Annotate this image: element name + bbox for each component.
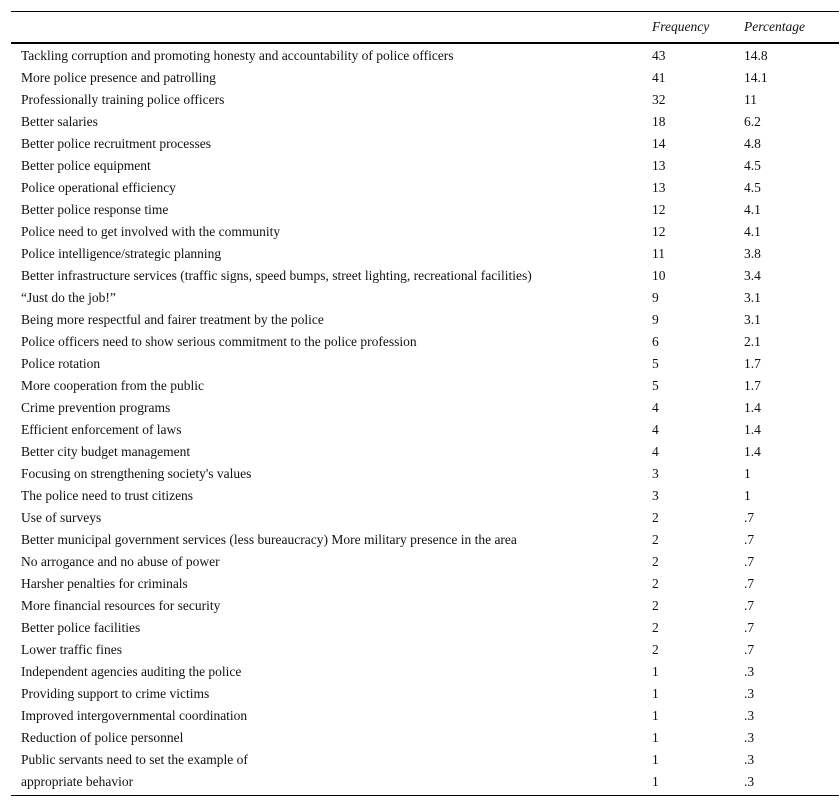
row-percentage: 4.5 (744, 180, 761, 195)
table-row (11, 463, 839, 485)
row-percentage: 4.8 (744, 136, 761, 151)
table-row (11, 573, 839, 595)
row-percentage: 4.1 (744, 224, 761, 239)
row-label: Focusing on strengthening society's values (21, 466, 252, 481)
row-percentage: .7 (744, 598, 755, 613)
row-frequency: 14 (652, 136, 666, 151)
row-percentage: .7 (744, 510, 755, 525)
row-frequency: 1 (652, 752, 659, 767)
table-row (11, 199, 839, 221)
header-label-column (11, 12, 652, 44)
row-percentage: 3.1 (744, 290, 761, 305)
row-percentage: 4.5 (744, 158, 761, 173)
row-frequency: 18 (652, 114, 666, 129)
row-label: appropriate behavior (21, 774, 134, 789)
row-label: Better police recruitment processes (21, 136, 212, 151)
row-frequency: 1 (652, 730, 659, 745)
row-percentage: .3 (744, 774, 755, 789)
row-frequency: 13 (652, 180, 666, 195)
table-row (11, 43, 839, 67)
row-percentage: .7 (744, 576, 755, 591)
row-label: Police officers need to show serious commitment to the police profession (21, 334, 417, 349)
table-row (11, 617, 839, 639)
row-percentage: 3.1 (744, 312, 761, 327)
row-percentage: 3.4 (744, 268, 761, 283)
row-label: Better police facilities (21, 620, 141, 635)
header-percentage: Percentage (744, 19, 805, 34)
row-frequency: 4 (652, 422, 659, 437)
row-frequency: 2 (652, 598, 659, 613)
table-row (11, 507, 839, 529)
row-label: Providing support to crime victims (21, 686, 210, 701)
row-frequency: 2 (652, 576, 659, 591)
table-row (11, 287, 839, 309)
table-row (11, 771, 839, 796)
row-percentage: .3 (744, 664, 755, 679)
row-label: The police need to trust citizens (21, 488, 194, 503)
row-label: More cooperation from the public (21, 378, 204, 393)
row-label: Efficient enforcement of laws (21, 422, 182, 437)
row-percentage: .3 (744, 730, 755, 745)
row-label: Harsher penalties for criminals (21, 576, 188, 591)
row-frequency: 43 (652, 48, 666, 63)
table-row (11, 727, 839, 749)
row-frequency: 12 (652, 224, 666, 239)
row-label: Improved intergovernmental coordination (21, 708, 248, 723)
row-frequency: 2 (652, 510, 659, 525)
row-percentage: .7 (744, 554, 755, 569)
row-frequency: 11 (652, 246, 665, 261)
row-label: Use of surveys (21, 510, 102, 525)
row-percentage: 2.1 (744, 334, 761, 349)
row-percentage: .3 (744, 752, 755, 767)
table-row (11, 177, 839, 199)
table-row (11, 639, 839, 661)
row-percentage: 11 (744, 92, 757, 107)
row-frequency: 3 (652, 488, 659, 503)
table-row (11, 485, 839, 507)
row-percentage: .7 (744, 620, 755, 635)
row-label: Police operational efficiency (21, 180, 176, 195)
row-percentage: .3 (744, 686, 755, 701)
table-row (11, 397, 839, 419)
table-row (11, 265, 839, 287)
row-frequency: 2 (652, 620, 659, 635)
table-row (11, 705, 839, 727)
row-frequency: 9 (652, 290, 659, 305)
row-frequency: 9 (652, 312, 659, 327)
header-row (11, 12, 839, 44)
row-percentage: 1 (744, 466, 751, 481)
row-label: Better infrastructure services (traffic signs, speed bumps, street lighting, recreational facilities) (21, 268, 532, 283)
row-frequency: 13 (652, 158, 666, 173)
table-row (11, 529, 839, 551)
row-frequency: 1 (652, 774, 659, 789)
row-label: “Just do the job!” (21, 290, 116, 305)
row-label: Professionally training police officers (21, 92, 225, 107)
table-row (11, 375, 839, 397)
row-label: Police need to get involved with the community (21, 224, 281, 239)
row-frequency: 1 (652, 708, 659, 723)
row-label: Better police response time (21, 202, 169, 217)
row-label: Police rotation (21, 356, 101, 371)
row-percentage: .7 (744, 642, 755, 657)
table-row (11, 353, 839, 375)
table-row (11, 155, 839, 177)
row-label: More financial resources for security (21, 598, 221, 613)
table-row (11, 595, 839, 617)
row-frequency: 41 (652, 70, 666, 85)
row-label: Better municipal government services (less bureaucracy) More military presence in the area (21, 532, 517, 547)
row-percentage: .3 (744, 708, 755, 723)
table-row (11, 683, 839, 705)
row-frequency: 4 (652, 400, 659, 415)
row-percentage: 1.4 (744, 400, 761, 415)
row-label: Public servants need to set the example of (21, 752, 248, 767)
row-frequency: 32 (652, 92, 666, 107)
row-frequency: 1 (652, 664, 659, 679)
row-label: No arrogance and no abuse of power (21, 554, 220, 569)
row-frequency: 10 (652, 268, 666, 283)
table-row (11, 551, 839, 573)
row-frequency: 1 (652, 686, 659, 701)
table-row (11, 111, 839, 133)
row-frequency: 2 (652, 532, 659, 547)
table-row (11, 243, 839, 265)
data-table-container (11, 11, 829, 796)
table-row (11, 661, 839, 683)
row-label: Independent agencies auditing the police (21, 664, 242, 679)
row-percentage: 1 (744, 488, 751, 503)
row-percentage: .7 (744, 532, 755, 547)
table-row (11, 419, 839, 441)
row-percentage: 1.4 (744, 422, 761, 437)
table-row (11, 441, 839, 463)
row-percentage: 14.8 (744, 48, 768, 63)
row-percentage: 1.7 (744, 356, 761, 371)
row-label: Better city budget management (21, 444, 191, 459)
row-frequency: 6 (652, 334, 659, 349)
row-label: Better salaries (21, 114, 98, 129)
header-frequency: Frequency (652, 19, 710, 34)
table-header (11, 12, 839, 44)
table-row (11, 331, 839, 353)
row-frequency: 4 (652, 444, 659, 459)
row-label: Tackling corruption and promoting honesty and accountability of police officers (21, 48, 454, 63)
table-row (11, 89, 839, 111)
row-frequency: 5 (652, 378, 659, 393)
row-frequency: 2 (652, 554, 659, 569)
table-row (11, 133, 839, 155)
frequency-table (11, 11, 839, 796)
row-frequency: 2 (652, 642, 659, 657)
row-label: Police intelligence/strategic planning (21, 246, 222, 261)
table-row (11, 221, 839, 243)
table-row (11, 749, 839, 771)
table-row (11, 67, 839, 89)
row-frequency: 5 (652, 356, 659, 371)
row-percentage: 3.8 (744, 246, 761, 261)
row-label: More police presence and patrolling (21, 70, 216, 85)
row-percentage: 4.1 (744, 202, 761, 217)
table-row (11, 309, 839, 331)
row-label: Lower traffic fines (21, 642, 122, 657)
row-frequency: 3 (652, 466, 659, 481)
row-percentage: 6.2 (744, 114, 761, 129)
table-body (11, 43, 839, 796)
row-percentage: 1.4 (744, 444, 761, 459)
row-label: Crime prevention programs (21, 400, 171, 415)
row-label: Reduction of police personnel (21, 730, 184, 745)
row-frequency: 12 (652, 202, 666, 217)
row-percentage: 14.1 (744, 70, 768, 85)
row-percentage: 1.7 (744, 378, 761, 393)
row-label: Being more respectful and fairer treatment by the police (21, 312, 324, 327)
row-label: Better police equipment (21, 158, 151, 173)
